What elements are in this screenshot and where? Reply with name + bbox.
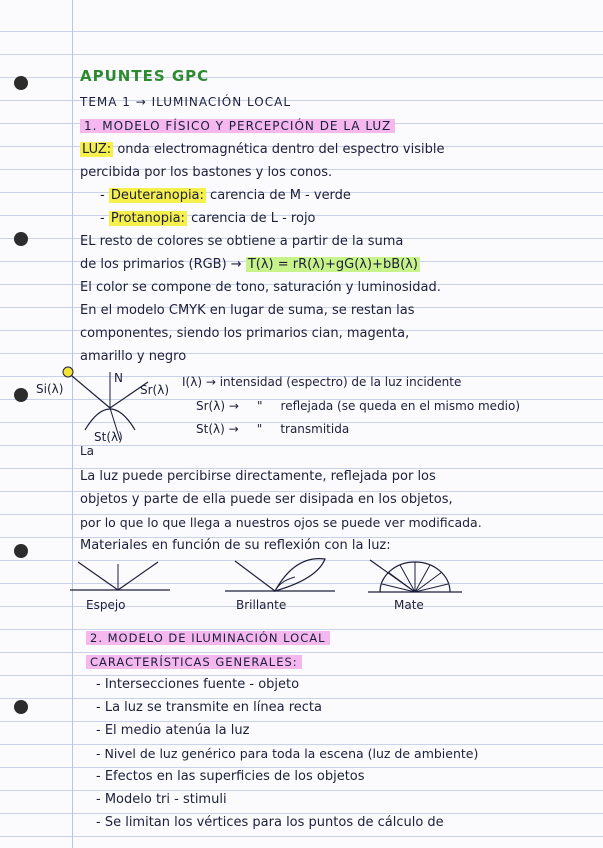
incident-ray [72,376,110,408]
cmyk-line-3: amarillo y negro [80,349,187,364]
incident-label: Si(λ) [36,382,64,396]
luz-def2: percibida por los bastones y los conos. [80,165,333,180]
list-item: - El medio atenúa la luz [96,723,250,738]
protanopia-def: carencia de L - rojo [191,211,316,226]
list-item: - La luz se transmite en línea recta [96,700,322,715]
rest-text: de los primarios (RGB) → [80,257,242,272]
surface-label: La [80,444,95,458]
transmitted-term: St(λ) → [196,422,239,436]
matte-reflection-sketch [368,556,462,598]
ditto-mark: " [256,422,263,436]
list-item: - Intersecciones fuente - objeto [96,677,300,692]
characteristics-title: CARACTERÍSTICAS GENERALES: [86,655,302,669]
surface-curve [85,409,135,430]
luz-definition [80,140,444,160]
normal-label: N [114,371,123,385]
deuteranopia-line [100,186,351,206]
list-item: - Efectos en las superficies de los objetos [96,769,365,784]
binder-hole [14,700,28,714]
section1-title: 1. MODELO FÍSICO Y PERCEPCIÓN DE LA LUZ [80,119,395,133]
rest-line-1: EL resto de colores se obtiene a partir de la suma [80,234,404,249]
ditto-mark: " [256,399,263,413]
binder-hole [14,388,28,402]
paragraph-line-3: por lo que lo que llega a nuestros ojos se puede ver modificada. [80,515,482,530]
list-item: - Nivel de luz genérico para toda la escena (luz de ambiente) [96,746,479,761]
paragraph-line-4: Materiales en función de su reflexión con la luz: [80,538,391,553]
color-line: El color se compone de tono, saturación y luminosidad. [80,280,441,295]
binder-hole [14,232,28,246]
section2-title: 2. MODELO DE ILUMINACIÓN LOCAL [86,631,330,645]
rest-line-2 [80,255,420,275]
reflected-label: Sr(λ) [140,383,170,397]
incident-definition: I(λ) → intensidad (espectro) de la luz incidente [182,375,462,389]
material-label-matte: Mate [394,598,424,612]
list-item: - Modelo tri - stimuli [96,792,227,807]
deuteranopia-def: carencia de M - verde [210,188,351,203]
reflected-text: reflejada (se queda en el mismo medio) [280,399,521,413]
transmitted-definition [196,419,349,439]
binder-hole [14,76,28,90]
bullet-dash: - [100,211,105,226]
topic-heading: TEMA 1 → ILUMINACIÓN LOCAL [80,95,292,109]
reflected-term: Sr(λ) → [196,399,239,413]
paragraph-line-2: objetos y parte de ella puede ser disipada en los objetos, [80,492,453,507]
light-interaction-diagram [30,360,180,460]
cmyk-line-2: componentes, siendo los primarios cian, magenta, [80,326,410,341]
page-title: APUNTES GPC [80,67,210,85]
glossy-reflection-sketch [225,553,335,599]
luz-def: onda electromagnética dentro del espectro visible [117,142,445,157]
light-source-icon [63,367,73,377]
rgb-formula: T(λ) = rR(λ)+gG(λ)+bB(λ) [247,257,418,272]
characteristics-heading [86,652,302,672]
protanopia-term: Protanopia: [110,211,185,226]
section2-heading [86,628,330,648]
transmitted-label: St(λ) [94,430,123,444]
material-label-mirror: Espejo [86,598,126,612]
luz-term: LUZ: [82,142,112,157]
paragraph-line-1: La luz puede percibirse directamente, reflejada por los [80,469,436,484]
binder-hole [14,544,28,558]
protanopia-line [100,209,316,229]
cmyk-line-1: En el modelo CMYK en lugar de suma, se restan las [80,303,415,318]
transmitted-text: transmitida [280,422,350,436]
bullet-dash: - [100,188,105,203]
material-label-glossy: Brillante [236,598,287,612]
mirror-reflection-sketch [70,558,170,600]
section1-heading [80,116,395,136]
deuteranopia-term: Deuteranopia: [110,188,204,203]
list-item: - Se limitan los vértices para los puntos de cálculo de [96,815,444,830]
reflected-definition [196,396,520,416]
